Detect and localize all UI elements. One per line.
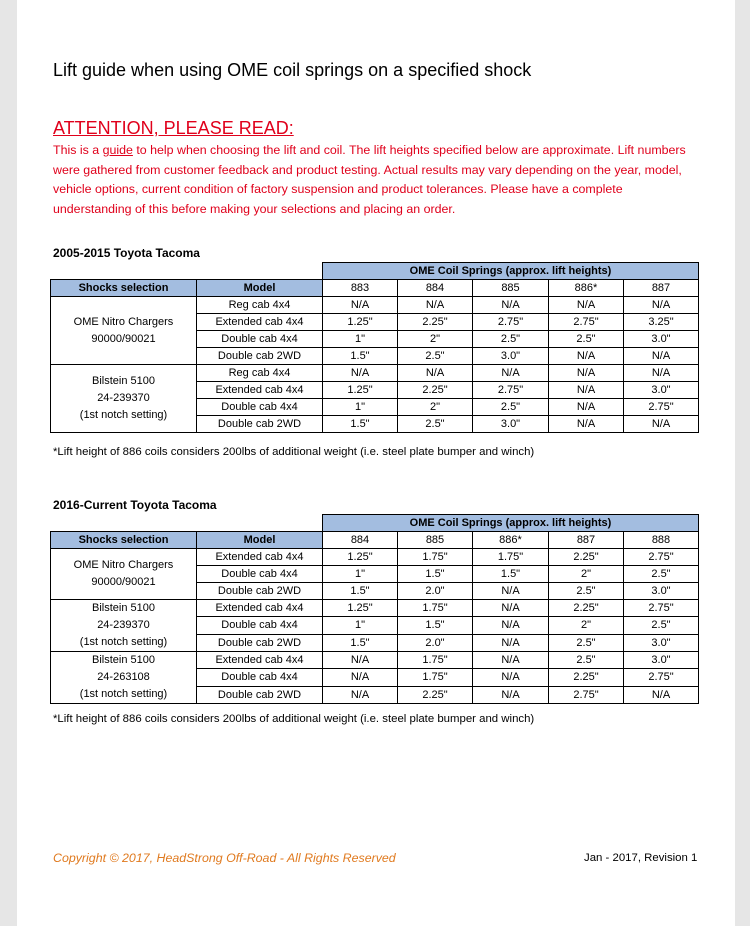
shock-line: 24-239370 (97, 392, 150, 404)
lift-value-cell: N/A (473, 617, 549, 634)
lift-value-cell: 1.5" (323, 583, 398, 600)
lift-value-cell: 1.5" (473, 566, 549, 583)
lift-value-cell: 1.5" (398, 617, 473, 634)
coil-number-header: 883 (323, 280, 398, 297)
lift-value-cell: 3.0" (624, 583, 699, 600)
lift-value-cell: N/A (398, 297, 473, 314)
lift-table-0 (50, 262, 699, 433)
lift-value-cell: 1.75" (398, 669, 473, 686)
model-cell: Double cab 2WD (197, 348, 323, 365)
lift-value-cell: N/A (624, 348, 699, 365)
lift-value-cell: N/A (323, 297, 398, 314)
shock-line: 24-263108 (97, 671, 150, 683)
note-2005: *Lift height of 886 coils considers 200lbs of additional weight (i.e. steel plate bumper and winch) (53, 446, 535, 458)
lift-value-cell: N/A (473, 652, 549, 669)
lift-value-cell: 2" (549, 617, 624, 634)
lift-value-cell: 2.25" (549, 549, 624, 566)
lift-value-cell: 1.5" (323, 416, 398, 433)
model-cell: Double cab 2WD (197, 416, 323, 433)
lift-value-cell: 2.5" (398, 348, 473, 365)
coil-number-header: 885 (398, 532, 473, 549)
coil-springs-header: OME Coil Springs (approx. lift heights) (323, 515, 699, 532)
lift-value-cell: N/A (473, 686, 549, 703)
lift-value-cell: N/A (473, 365, 549, 382)
lift-table-1 (50, 514, 699, 704)
section-title-2016: 2016-Current Toyota Tacoma (53, 498, 217, 512)
lift-value-cell: 1.75" (398, 600, 473, 617)
coil-number-header: 888 (624, 532, 699, 549)
coil-number-header: 886* (473, 532, 549, 549)
lift-value-cell: 2.0" (398, 634, 473, 651)
lift-value-cell: N/A (549, 399, 624, 416)
shock-line: 90000/90021 (91, 332, 156, 345)
lift-value-cell: 1.25" (323, 600, 398, 617)
model-cell: Double cab 4x4 (197, 566, 323, 583)
column-header-row (51, 532, 699, 549)
model-cell: Extended cab 4x4 (197, 382, 323, 399)
shock-cell (51, 297, 197, 365)
lift-value-cell: 3.0" (473, 348, 549, 365)
lift-value-cell: N/A (473, 634, 549, 651)
lift-value-cell: N/A (323, 365, 398, 382)
model-cell: Extended cab 4x4 (197, 652, 323, 669)
lift-value-cell: 1.25" (323, 314, 398, 331)
lift-value-cell: 2.75" (624, 669, 699, 686)
revision-text: Jan - 2017, Revision 1 (584, 852, 698, 864)
lift-value-cell: N/A (549, 365, 624, 382)
coil-number-header: 884 (398, 280, 473, 297)
shock-cell (51, 652, 197, 704)
shock-line: Bilstein 5100 (92, 602, 155, 614)
model-cell: Extended cab 4x4 (197, 314, 323, 331)
lift-value-cell: 2.5" (473, 331, 549, 348)
lift-value-cell: 2.5" (549, 652, 624, 669)
lift-value-cell: N/A (473, 669, 549, 686)
lift-value-cell: N/A (624, 416, 699, 433)
lift-value-cell: 2.5" (624, 566, 699, 583)
lift-value-cell: 1.5" (323, 634, 398, 651)
lift-value-cell: N/A (549, 382, 624, 399)
lift-value-cell: 2.75" (624, 600, 699, 617)
lift-value-cell: 3.0" (473, 416, 549, 433)
blank-cell (51, 515, 323, 532)
shock-cell (51, 365, 197, 433)
shock-line: OME Nitro Chargers (73, 315, 174, 328)
table-row (51, 365, 699, 382)
coil-number-header: 885 (473, 280, 549, 297)
lift-value-cell: 2.75" (624, 399, 699, 416)
coil-number-header: 886* (549, 280, 624, 297)
table-header-row (51, 263, 699, 280)
lift-value-cell: N/A (549, 416, 624, 433)
lift-value-cell: N/A (549, 348, 624, 365)
shocks-selection-header: Shocks selection (51, 280, 197, 297)
lift-value-cell: 2.5" (624, 617, 699, 634)
coil-number-header: 884 (323, 532, 398, 549)
attention-heading-text: ATTENTION, PLEASE READ: (53, 118, 294, 138)
lift-value-cell: 2" (398, 399, 473, 416)
lift-value-cell: 1.75" (398, 652, 473, 669)
lift-value-cell: 1" (323, 399, 398, 416)
shock-cell (51, 549, 197, 600)
lift-value-cell: 1" (323, 617, 398, 634)
model-cell: Double cab 4x4 (197, 617, 323, 634)
blank-cell (51, 263, 323, 280)
table-row (51, 652, 699, 669)
shock-line: 24-239370 (97, 619, 150, 631)
shock-line: Bilstein 5100 (92, 654, 155, 666)
section-title-2005: 2005-2015 Toyota Tacoma (53, 246, 200, 260)
lift-value-cell: 1.5" (398, 566, 473, 583)
lift-value-cell: 2.5" (473, 399, 549, 416)
lift-value-cell: N/A (624, 365, 699, 382)
coil-number-header: 887 (624, 280, 699, 297)
note-2016: *Lift height of 886 coils considers 200lbs of additional weight (i.e. steel plate bumper and winch) (53, 713, 535, 725)
lift-value-cell: N/A (624, 686, 699, 703)
lift-value-cell: 2.25" (398, 314, 473, 331)
lift-value-cell: N/A (473, 583, 549, 600)
table-row (51, 549, 699, 566)
lift-value-cell: N/A (323, 686, 398, 703)
lift-value-cell: 3.0" (624, 652, 699, 669)
lift-value-cell: 1.25" (323, 382, 398, 399)
model-cell: Double cab 2WD (197, 634, 323, 651)
lift-value-cell: N/A (473, 600, 549, 617)
lift-value-cell: 2.75" (473, 314, 549, 331)
lift-value-cell: 2.75" (549, 686, 624, 703)
shock-line: (1st notch setting) (79, 688, 168, 700)
lift-value-cell: 2.25" (549, 600, 624, 617)
lift-value-cell: 2.25" (549, 669, 624, 686)
model-cell: Reg cab 4x4 (197, 297, 323, 314)
coil-springs-header: OME Coil Springs (approx. lift heights) (323, 263, 699, 280)
lift-value-cell: 2.25" (398, 382, 473, 399)
attention-text-after: to help when choosing the lift and coil. The lift heights specified below are approximate. Lift numbers were gathered from customer feedback and product testing. Actual results may vary depending on the year, model, vehicle options, current condition of factory suspension and product tolerances. Please have a complete understanding of this before making your selections and placing an order. (53, 143, 686, 216)
column-header-row (51, 280, 699, 297)
lift-value-cell: 1.5" (323, 348, 398, 365)
lift-value-cell: 3.0" (624, 634, 699, 651)
lift-value-cell: 1" (323, 331, 398, 348)
attention-heading (53, 118, 294, 139)
lift-value-cell: 2.75" (624, 549, 699, 566)
model-header: Model (197, 280, 323, 297)
right-edge (735, 0, 750, 926)
lift-value-cell: N/A (624, 297, 699, 314)
model-cell: Double cab 2WD (197, 583, 323, 600)
lift-value-cell: N/A (398, 365, 473, 382)
lift-value-cell: 1.25" (323, 549, 398, 566)
table-row (51, 297, 699, 314)
lift-value-cell: N/A (323, 652, 398, 669)
attention-text (53, 141, 703, 219)
shock-cell (51, 600, 197, 652)
attention-text-before: This is a (53, 143, 103, 157)
lift-value-cell: 2" (398, 331, 473, 348)
lift-value-cell: 1" (323, 566, 398, 583)
lift-value-cell: N/A (323, 669, 398, 686)
copyright-text: Copyright © 2017, HeadStrong Off-Road - All Rights Reserved (53, 851, 396, 865)
table-header-row (51, 515, 699, 532)
lift-value-cell: N/A (549, 297, 624, 314)
lift-value-cell: 3.25" (624, 314, 699, 331)
lift-value-cell: 2.0" (398, 583, 473, 600)
shocks-selection-header: Shocks selection (51, 532, 197, 549)
model-cell: Double cab 4x4 (197, 669, 323, 686)
lift-value-cell: 2.5" (549, 634, 624, 651)
model-header: Model (197, 532, 323, 549)
lift-value-cell: 3.0" (624, 331, 699, 348)
lift-value-cell: 2.75" (473, 382, 549, 399)
page-title: Lift guide when using OME coil springs on a specified shock (53, 60, 532, 80)
model-cell: Extended cab 4x4 (197, 600, 323, 617)
lift-value-cell: 2.5" (549, 331, 624, 348)
model-cell: Reg cab 4x4 (197, 365, 323, 382)
lift-value-cell: 1.75" (473, 549, 549, 566)
shock-line: Bilstein 5100 (92, 375, 155, 387)
left-edge (0, 0, 17, 926)
model-cell: Extended cab 4x4 (197, 549, 323, 566)
shock-line: 90000/90021 (91, 576, 156, 588)
lift-value-cell: N/A (473, 297, 549, 314)
lift-value-cell: 3.0" (624, 382, 699, 399)
guide-link[interactable]: guide (102, 143, 133, 157)
shock-line: (1st notch setting) (79, 636, 168, 648)
lift-value-cell: 2.5" (398, 416, 473, 433)
lift-value-cell: 2.75" (549, 314, 624, 331)
lift-value-cell: 2.5" (549, 583, 624, 600)
shock-line: OME Nitro Chargers (73, 559, 174, 571)
table-row (51, 600, 699, 617)
lift-value-cell: 2" (549, 566, 624, 583)
model-cell: Double cab 4x4 (197, 399, 323, 416)
model-cell: Double cab 4x4 (197, 331, 323, 348)
lift-value-cell: 1.75" (398, 549, 473, 566)
coil-number-header: 887 (549, 532, 624, 549)
model-cell: Double cab 2WD (197, 686, 323, 703)
lift-value-cell: 2.25" (398, 686, 473, 703)
shock-line: (1st notch setting) (79, 409, 168, 421)
